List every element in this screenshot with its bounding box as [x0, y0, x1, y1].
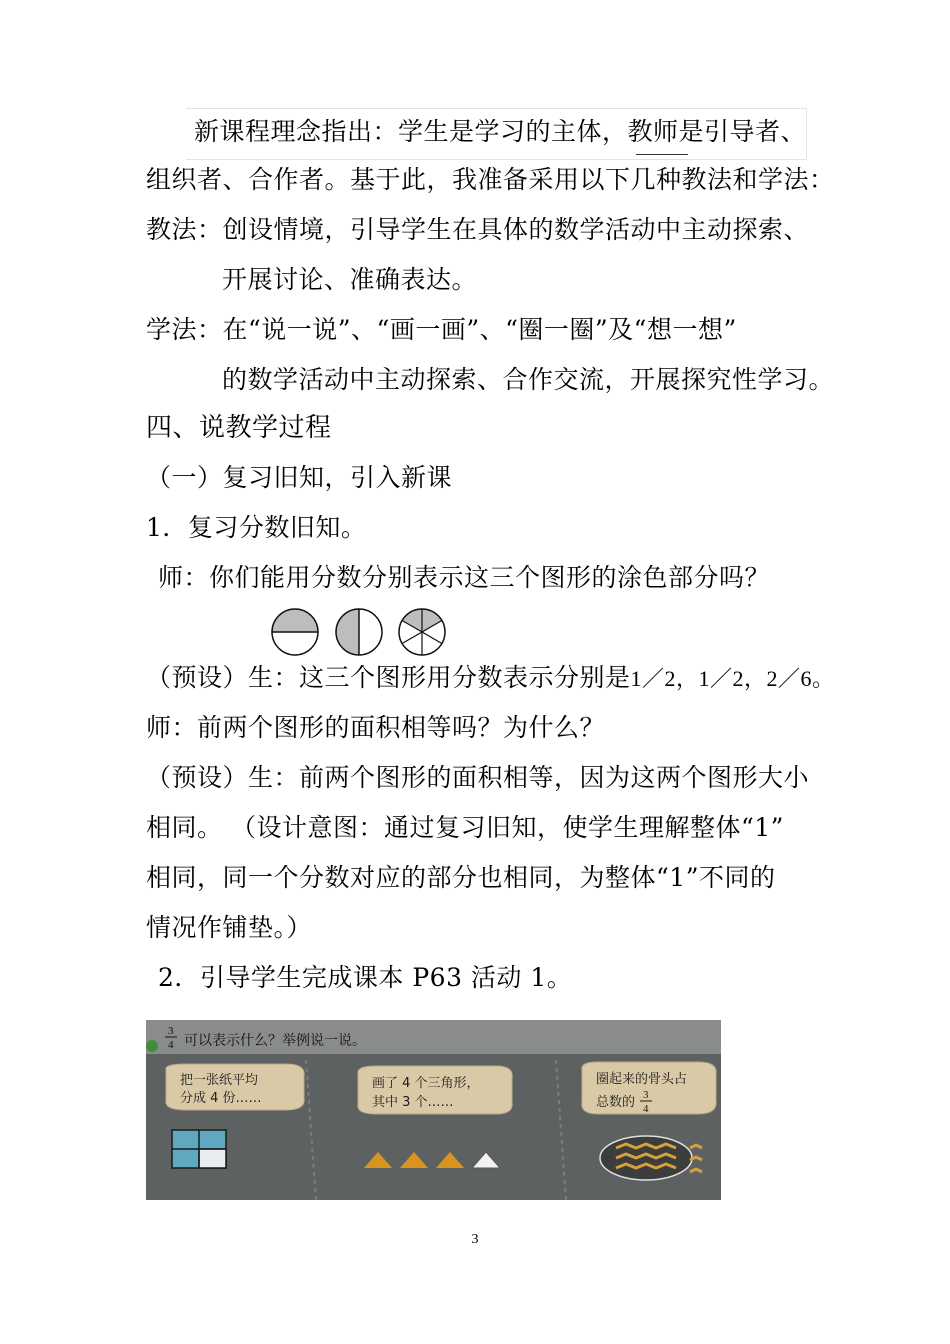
photo-fraction-numerator: 3	[168, 1025, 174, 1037]
paragraph-line-1: 新课程理念指出：学生是学习的主体，教师是引导者、	[194, 117, 807, 146]
bubble-3-line-2: 总数的	[596, 1095, 636, 1110]
page-number: 3	[471, 1232, 479, 1247]
teacher-question-2: 师：前两个图形的面积相等吗？为什么？	[146, 713, 606, 742]
student-answer-2-line-2: 相同。 （设计意图：通过复习旧知，使学生理解整体“1”	[146, 813, 784, 842]
paper-squares-figure	[172, 1130, 226, 1168]
circle-sixths	[399, 609, 445, 655]
bubble-3-line-1: 圈起来的骨头占	[596, 1072, 688, 1087]
bubble-1-line-1: 把一张纸平均	[180, 1073, 259, 1088]
bubble-2-line-2: 其中 3 个……	[372, 1095, 454, 1110]
student-answer-2-line-1: （预设）生：前两个图形的面积相等，因为这两个图形大小	[146, 763, 810, 792]
fraction-circles-figure	[268, 608, 448, 658]
bubble-1-line-2: 分成 4 份……	[180, 1091, 262, 1106]
design-intent-line: 相同，同一个分数对应的部分也相同，为整体“1”不同的	[146, 863, 776, 892]
paragraph-line-2: 组织者、合作者。基于此，我准备采用以下几种教法和学法：	[146, 165, 835, 194]
learning-method-line-2: 的数学活动中主动探索、合作交流，开展探究性学习。	[222, 365, 835, 394]
photo-fraction-denominator: 4	[168, 1039, 174, 1051]
teaching-method-line-2: 开展讨论、准确表达。	[222, 265, 478, 294]
student-answer-line	[146, 662, 835, 695]
step-1-title: 1．复习分数旧知。	[146, 513, 367, 542]
student-answer-fractions: 1／2，1／2，2／6。	[630, 666, 835, 691]
bullet-icon	[146, 1040, 158, 1052]
circle-half-vertical	[336, 609, 382, 655]
photo-question: 可以表示什么？举例说一说。	[184, 1033, 366, 1049]
student-answer-text: （预设）生：这三个图形用分数表示分别是	[146, 663, 631, 692]
subsection-heading: （一）复习旧知，引入新课	[146, 463, 453, 492]
learning-method-line: 学法：在“说一说”、“画一画”、“圈一圈”及“想一想”	[146, 315, 737, 344]
bubble-3-denominator: 4	[643, 1103, 649, 1115]
teacher-question: 师：你们能用分数分别表示这三个图形的涂色部分吗？	[158, 563, 771, 592]
section-heading: 四、说教学过程	[146, 413, 332, 443]
step-2-title: 2．引导学生完成课本 P63 活动 1。	[158, 963, 573, 992]
text-underline	[636, 154, 688, 155]
circle-half-horizontal	[272, 609, 318, 655]
teaching-method-line: 教法：创设情境，引导学生在具体的数学活动中主动探索、	[146, 215, 810, 244]
bubble-3-numerator: 3	[643, 1089, 649, 1101]
textbook-photo	[146, 1020, 721, 1200]
design-intent-line-2: 情况作铺垫。）	[146, 913, 313, 942]
bubble-2-line-1: 画了 4 个三角形，	[372, 1076, 480, 1091]
